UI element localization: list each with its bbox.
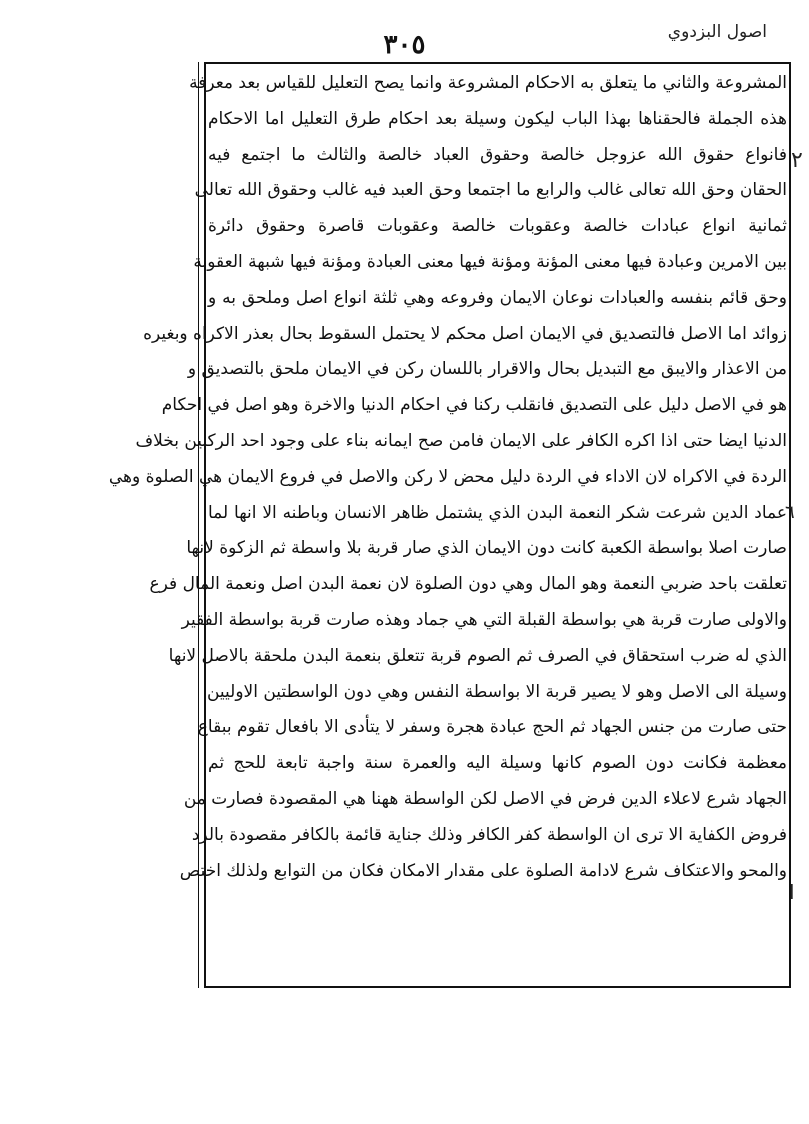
text-line: معظمة فكانت دون الصوم كانها وسيلة اليه والعمرة سنة واجبة تابعة للحج ثم (208, 753, 787, 774)
margin-mark: ٦ (785, 502, 795, 523)
margin-mark: ٢ (791, 148, 803, 173)
text-line: الدنيا ايضا حتى اذا اكره الكافر على الايمان فامن صح ايمانه بناء على وجود احد الركنين بخلاف (135, 430, 787, 451)
text-line: وحق قائم بنفسه والعبادات نوعان الايمان وفروعه وهي ثلثة انواع اصل وملحق به و (208, 287, 787, 308)
text-line: تعلقت باحد ضربي النعمة وهو المال وهي دون الصلوة لان نعمة البدن اصل ونعمة المال فرع (149, 574, 787, 595)
text-line: صارت اصلا بواسطة الكعبة كانت دون الايمان الذي صار قربة بلا واسطة ثم الزكوة لانها (186, 538, 787, 559)
page-body-text (108, 66, 787, 889)
page-number: ٣٠٥ (383, 30, 426, 60)
text-line: والاولى صارت قربة هي بواسطة القبلة التي هي جماد وهذه صارت قربة بواسطة الفقير (181, 609, 787, 630)
text-line: وسيلة الى الاصل وهو لا يصير قربة الا بواسطة النفس وهي دون الواسطتين الاوليين (206, 681, 787, 702)
text-line: فروض الكفاية الا ترى ان الواسطة كفر الكافر وذلك جناية قائمة بالكافر مقصودة بالرد (191, 824, 787, 845)
text-line: الذي له ضرب استحقاق في الصرف ثم الصوم قربة تتعلق بنعمة البدن ملحقة بالاصل لانها (168, 645, 787, 666)
text-line: ثمانية انواع عبادات خالصة وعقوبات خالصة وعقوبات قاصرة وحقوق دائرة (208, 216, 787, 237)
text-line: الحقان وحق الله تعالى غالب والرابع ما اجتمعا وحق العبد فيه غالب وحقوق الله تعالى (194, 180, 787, 201)
text-line: والمحو والاعتكاف شرع لادامة الصلوة على مقدار الامكان فكان من التوابع ولذلك اختص (179, 860, 787, 881)
margin-mark: ا (789, 880, 795, 904)
text-line: الردة في الاكراه لان الاداء في الردة دليل محض لا ركن والاصل في فروع الايمان هي الصلوة وهي (108, 466, 787, 487)
text-line: حتى صارت من جنس الجهاد ثم الحج عبادة هجرة وسفر لا يتأدى الا بافعال تقوم ببقاع (197, 717, 787, 738)
text-line: هو في الاصل دليل على التصديق فانقلب ركنا في احكام الدنيا والاخرة وهو اصل في احكام (161, 395, 787, 416)
text-line: المشروعة والثاني ما يتعلق به الاحكام المشروعة وانما يصح التعليل للقياس بعد معرفة (189, 73, 787, 93)
text-line: هذه الجملة فالحقناها بهذا الباب ليكون وسيلة بعد احكام طرق التعليل اما الاحكام (208, 108, 787, 129)
book-title-header: اصول البزدوي (667, 22, 767, 42)
text-line: عماد الدين شرعت شكر النعمة البدن الذي يشتمل ظاهر الانسان وباطنه الا انها لما (208, 502, 787, 523)
text-line: من الاعذار والايبق مع التبديل بحال والاقرار باللسان ركن في الايمان ملحق بالتصديق و (187, 359, 787, 380)
text-line: فانواع حقوق الله عزوجل خالصة وحقوق العباد خالصة والثالث ما اجتمع فيه (208, 144, 787, 165)
text-line: بين الامرين وعبادة فيها معنى المؤنة ومؤنة فيها معنى العبادة ومؤنة فيها شبهة العقوبة (193, 251, 787, 272)
text-line: زوائد اما الاصل فالتصديق في الايمان اصل محكم لا يحتمل السقوط بحال بعذر الاكراه وبغيره (143, 323, 787, 344)
text-line: الجهاد شرع لاعلاء الدين فرض في الاصل لكن الواسطة ههنا هي المقصودة فصارت من (183, 788, 787, 809)
